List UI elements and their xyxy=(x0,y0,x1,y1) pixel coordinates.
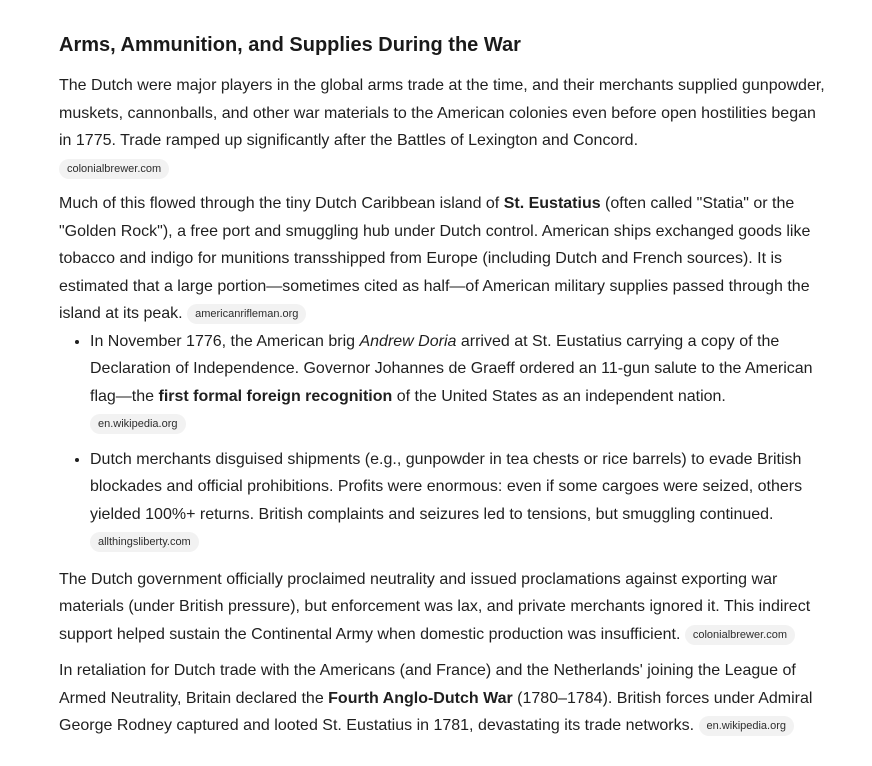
paragraph-arms-trade xyxy=(59,72,829,182)
list-item-text: Dutch merchants disguised shipments (e.g., gunpowder in tea chests or rice barrels) to evade British blockades and official prohibitions. Profits were enormous: even if some cargoes were seized, others yielded 100%+ returns. British complaints and seizures led to tensions, but smuggling continued. xyxy=(90,450,803,523)
paragraph-text: (often called "Statia" or the "Golden Rock"), a free port and smuggling hub under Dutch control. American ships exchanged goods like tobacco and indigo for munitions transshipped from Europe (including Dutch and French sources). It is estimated that a large portion—sometimes cited as half—of American military supplies passed through the island at its peak. xyxy=(59,195,811,322)
bold-war-name: Fourth Anglo-Dutch War xyxy=(328,689,513,707)
paragraph-text: In retaliation for Dutch trade with the Americans (and France) and the Netherlands' joining the League of Armed Neutrality, Britain declared the xyxy=(59,662,796,707)
source-chip-americanrifleman[interactable]: americanrifleman.org xyxy=(187,304,306,324)
source-chip-wikipedia[interactable]: en.wikipedia.org xyxy=(699,716,795,736)
italic-ship-name: Andrew Doria xyxy=(359,332,457,350)
bold-st-eustatius: St. Eustatius xyxy=(503,195,601,212)
section-heading: Arms, Ammunition, and Supplies During the War xyxy=(59,34,521,56)
list-item-text: of the United States as an independent nation. xyxy=(392,387,726,405)
source-chip-wikipedia[interactable]: en.wikipedia.org xyxy=(90,414,186,434)
paragraph-anglo-dutch-war xyxy=(59,657,829,740)
list-item xyxy=(90,328,829,438)
list-item xyxy=(90,446,829,556)
response-content xyxy=(59,30,829,740)
source-chip-colonialbrewer[interactable]: colonialbrewer.com xyxy=(685,625,795,645)
bold-recognition: first formal foreign recognition xyxy=(158,387,393,405)
paragraph-neutrality xyxy=(59,566,829,649)
paragraph-text: The Dutch government officially proclaimed neutrality and issued proclamations against exporting war materials (under British pressure), but enforcement was lax, and private merchants ignored it. This indirect support helped sustain the Continental Army when domestic production was insufficient. xyxy=(59,570,811,643)
paragraph-st-eustatius xyxy=(59,190,829,328)
source-chip-colonialbrewer[interactable]: colonialbrewer.com xyxy=(59,159,169,179)
bullet-list xyxy=(59,328,829,556)
paragraph-text: (1780–1784). British forces under Admiral George Rodney captured and looted St. Eustatius in 1781, devastating its trade networks. xyxy=(59,689,813,734)
list-item-text: In November 1776, the American brig xyxy=(90,332,360,350)
source-chip-allthingsliberty[interactable]: allthingsliberty.com xyxy=(90,532,199,552)
paragraph-text: The Dutch were major players in the global arms trade at the time, and their merchants supplied gunpowder, muskets, cannonballs, and other war materials to the American colonies even before open hostilities began in 1775. Trade ramped up significantly after the Battles of Lexington and Concord. xyxy=(59,77,825,149)
paragraph-text: Much of this flowed through the tiny Dutch Caribbean island of xyxy=(59,195,504,212)
list-item-text: arrived at St. Eustatius carrying a copy of the Declaration of Independence. Governor Johannes de Graeff ordered an 11-gun salute to the American flag—the xyxy=(90,332,813,405)
